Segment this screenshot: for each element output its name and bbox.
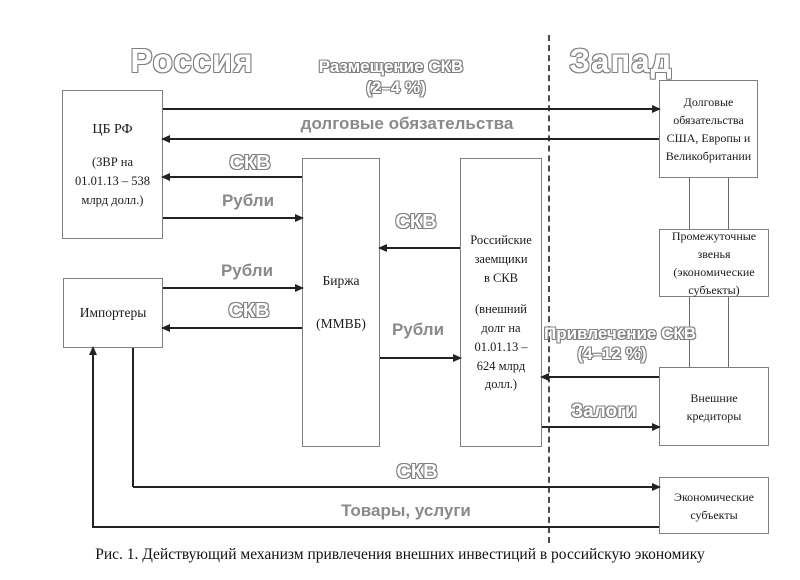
figure-caption: Рис. 1. Действующий механизм привлечения внешних инвестиций в российскую экономику <box>95 546 705 563</box>
arrow-skv-exchange-to-importers <box>163 327 302 329</box>
arrow-skv-to-economic-subjects <box>133 486 659 488</box>
arrow-rub-importers-to-exchange <box>163 287 302 289</box>
box-cbr-title: ЦБ РФ <box>92 122 133 138</box>
box-exchange <box>302 158 380 447</box>
box-cbr-note: (ЗВР на 01.01.13 – 538 млрд долл.) <box>75 155 150 207</box>
arrowhead-left-icon <box>161 173 170 181</box>
arrow-rub-exchange-to-borrowers <box>380 357 460 359</box>
region-title-russia: Россия <box>130 42 254 79</box>
arrow-placement-skv <box>163 108 659 110</box>
label-skv-to-exchange: СКВ <box>395 211 437 233</box>
label-debt-obligations: долговые обязательства <box>300 114 514 133</box>
box-cbr <box>62 90 163 239</box>
arrowhead-left-icon <box>161 324 170 332</box>
label-placement-skv-line1: Размещение СКВ <box>318 57 464 76</box>
label-skv-to-cbr: СКВ <box>229 152 271 174</box>
connector-debt-to-intermediaries-left <box>689 178 690 229</box>
box-exchange-title: Биржа <box>322 273 360 289</box>
arrowhead-left-icon <box>378 244 387 252</box>
label-rub-to-borrowers: Рубли <box>391 320 445 339</box>
arrow-goods-up-to-importers <box>92 348 94 528</box>
arrowhead-right-icon <box>295 284 304 292</box>
arrowhead-up-icon <box>89 346 97 355</box>
line-goods-services <box>93 526 659 528</box>
box-debt-obligations-title: Долговые обязательства США, Европы и Великобритании <box>665 95 752 163</box>
arrowhead-right-icon <box>453 354 462 362</box>
box-intermediaries <box>659 229 769 297</box>
connector-debt-to-intermediaries-right <box>728 178 729 229</box>
label-goods-services: Товары, услуги <box>341 501 471 520</box>
label-rub-importers: Рубли <box>220 261 274 280</box>
arrowhead-right-icon <box>652 483 661 491</box>
label-placement-skv-line2: (2–4 %) <box>366 78 426 97</box>
box-debt-obligations <box>659 80 758 178</box>
box-borrowers <box>460 158 542 447</box>
box-importers-title: Импортеры <box>79 304 147 320</box>
arrow-rub-cbr-to-exchange <box>163 217 302 219</box>
box-economic-subjects <box>659 477 769 534</box>
box-external-creditors-title: Внешние кредиторы <box>686 390 742 423</box>
box-external-creditors <box>659 367 769 446</box>
russia-west-divider-line <box>548 35 550 543</box>
label-attraction-skv-line2: (4–12 %) <box>577 344 647 363</box>
arrowhead-left-icon <box>540 373 549 381</box>
arrow-attraction-skv <box>542 376 659 378</box>
box-economic-subjects-title: Экономические субъекты <box>674 489 754 522</box>
arrow-pledges <box>542 426 659 428</box>
label-attraction-skv-line1: Привлечение СКВ <box>543 324 697 343</box>
region-title-west: Запад <box>569 42 673 79</box>
arrowhead-right-icon <box>652 423 661 431</box>
arrowhead-right-icon <box>652 105 661 113</box>
connector-intermediaries-to-creditors-right <box>728 297 729 367</box>
line-importers-down-to-skv <box>132 348 134 487</box>
box-exchange-note: (ММВБ) <box>316 315 366 331</box>
label-skv-bottom: СКВ <box>396 461 438 483</box>
box-borrowers-note: (внешний долг на 01.01.13 – 624 млрд долл.) <box>474 302 528 392</box>
arrowhead-right-icon <box>295 214 304 222</box>
arrowhead-left-icon <box>161 135 170 143</box>
box-intermediaries-title: Промежуточные звенья (экономические субъекты) <box>671 229 757 297</box>
label-rub-to-exchange: Рубли <box>221 191 275 210</box>
box-importers <box>63 278 163 348</box>
label-skv-to-importers: СКВ <box>228 300 270 322</box>
arrow-skv-borrowers-to-exchange <box>380 247 460 249</box>
arrow-skv-exchange-to-cbr <box>163 176 302 178</box>
label-pledges: Залоги <box>571 401 637 422</box>
arrow-debt-obligations <box>163 138 659 140</box>
box-borrowers-title: Российские заемщики в СКВ <box>470 233 532 285</box>
